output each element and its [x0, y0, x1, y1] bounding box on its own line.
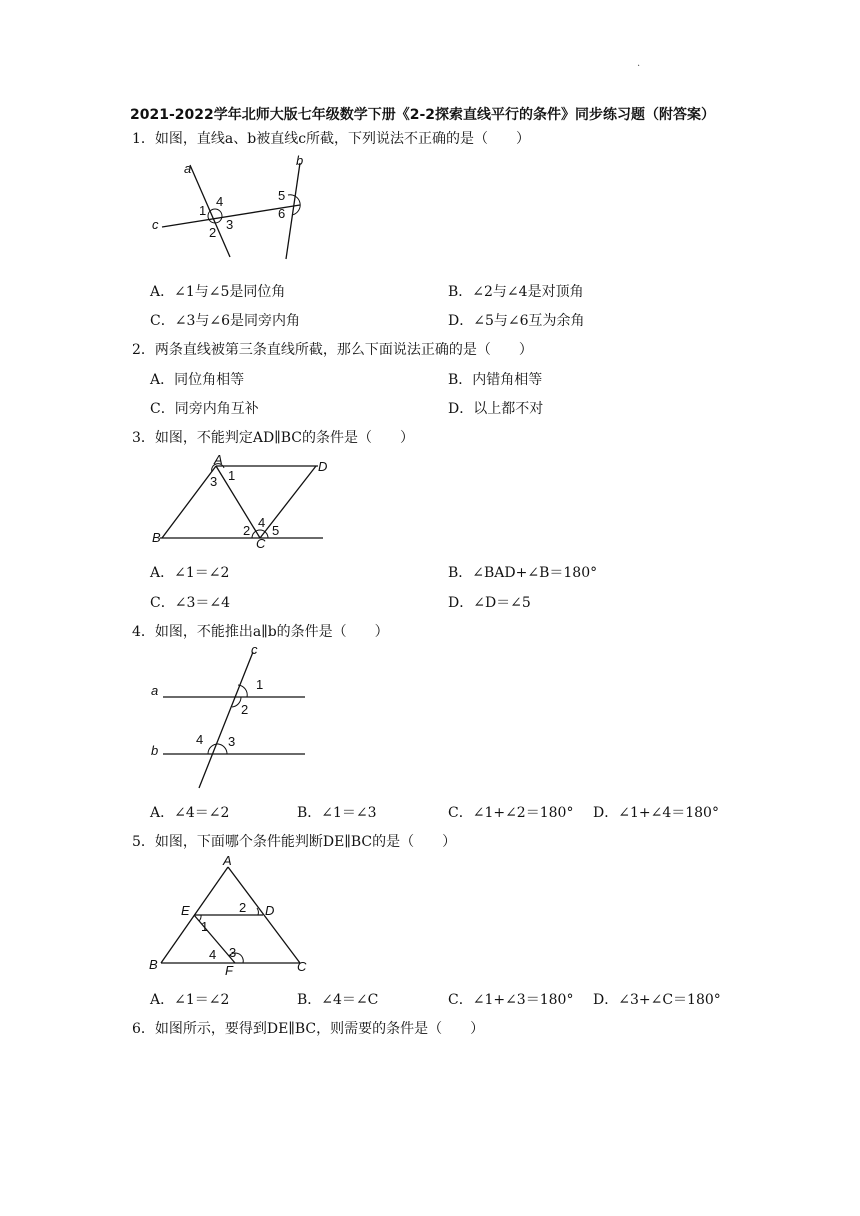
q2-option-b: B．内错角相等: [448, 372, 543, 388]
page-marker-dot: .: [637, 58, 641, 69]
fig3-angle-3: 3: [210, 474, 218, 489]
q5-option-c: C．∠1+∠3＝180°: [448, 992, 574, 1008]
q3-option-c: C．∠3＝∠4: [150, 595, 230, 611]
fig4-angle-3: 3: [228, 734, 236, 749]
q5-option-a: A．∠1＝∠2: [150, 992, 230, 1008]
q1-option-d: D．∠5与∠6互为余角: [448, 313, 585, 329]
fig1-angle-6: 6: [278, 206, 286, 221]
fig5-label-E: E: [181, 903, 190, 918]
question-3-figure: [148, 455, 328, 550]
fig1-label-c: c: [152, 217, 159, 232]
fig3-label-B: B: [152, 530, 161, 545]
fig5-label-C: C: [297, 959, 307, 974]
q4-option-c: C．∠1+∠2＝180°: [448, 805, 574, 821]
fig1-label-a: a: [184, 161, 192, 176]
question-2-stem: 2．两条直线被第三条直线所截，那么下面说法正确的是（ ）: [132, 342, 533, 358]
fig1-angle-3: 3: [226, 217, 234, 232]
fig5-angle-3: 3: [229, 945, 237, 960]
fig3-angle-2: 2: [243, 523, 251, 538]
question-4-stem: 4．如图，不能推出a∥b的条件是（ ）: [132, 624, 389, 640]
q4-option-b: B．∠1＝∠3: [297, 805, 377, 821]
fig5-label-F: F: [225, 963, 233, 978]
fig4-label-a: a: [151, 683, 159, 698]
q1-option-c: C．∠3与∠6是同旁内角: [150, 313, 300, 329]
fig4-angle-4: 4: [196, 732, 204, 747]
q3-option-a: A．∠1＝∠2: [150, 565, 230, 581]
fig1-label-b: b: [296, 155, 304, 168]
q4-option-d: D．∠1+∠4＝180°: [593, 805, 719, 821]
q3-option-d: D．∠D＝∠5: [448, 595, 531, 611]
fig3-label-D: D: [318, 459, 328, 474]
fig5-angle-1: 1: [201, 919, 209, 934]
fig3-angle-5: 5: [272, 523, 280, 538]
fig4-label-c: c: [251, 642, 258, 657]
fig4-label-b: b: [151, 743, 159, 758]
fig3-angle-4: 4: [258, 515, 266, 530]
fig3-angle-1: 1: [228, 468, 236, 483]
fig3-label-C: C: [256, 536, 266, 550]
q4-option-a: A．∠4＝∠2: [150, 805, 230, 821]
q2-option-a: A．同位角相等: [150, 372, 245, 388]
fig5-angle-2: 2: [239, 900, 247, 915]
q3-option-b: B．∠BAD+∠B＝180°: [448, 565, 598, 581]
q5-option-d: D．∠3+∠C＝180°: [593, 992, 721, 1008]
fig4-angle-1: 1: [256, 677, 264, 692]
fig1-angle-5: 5: [278, 188, 286, 203]
document-title: 2021-2022学年北师大版七年级数学下册《2-2探索直线平行的条件》同步练习题（附答案）: [130, 107, 716, 123]
q2-option-d: D．以上都不对: [448, 401, 544, 417]
question-3-stem: 3．如图，不能判定AD∥BC的条件是（ ）: [132, 430, 414, 446]
question-1-stem: 1．如图，直线a、b被直线c所截，下列说法不正确的是（ ）: [132, 131, 531, 147]
q5-option-b: B．∠4＝∠C: [297, 992, 379, 1008]
fig1-angle-1: 1: [199, 203, 207, 218]
question-5-figure: [145, 853, 320, 978]
fig5-label-D: D: [265, 903, 275, 918]
fig5-angle-4: 4: [209, 947, 217, 962]
fig1-angle-4: 4: [216, 194, 224, 209]
q2-option-c: C．同旁内角互补: [150, 401, 259, 417]
fig4-angle-2: 2: [241, 702, 249, 717]
question-6-stem: 6．如图所示，要得到DE∥BC，则需要的条件是（ ）: [132, 1021, 485, 1037]
fig5-label-B: B: [149, 957, 158, 972]
question-1-figure: [150, 155, 320, 267]
fig1-angle-2: 2: [209, 225, 217, 240]
fig3-label-A: A: [214, 455, 223, 467]
q1-option-a: A．∠1与∠5是同位角: [150, 284, 286, 300]
question-5-stem: 5．如图，下面哪个条件能判断DE∥BC的是（ ）: [132, 834, 457, 850]
question-4-figure: [145, 642, 315, 792]
q1-option-b: B．∠2与∠4是对顶角: [448, 284, 584, 300]
fig5-label-A: A: [223, 853, 232, 868]
